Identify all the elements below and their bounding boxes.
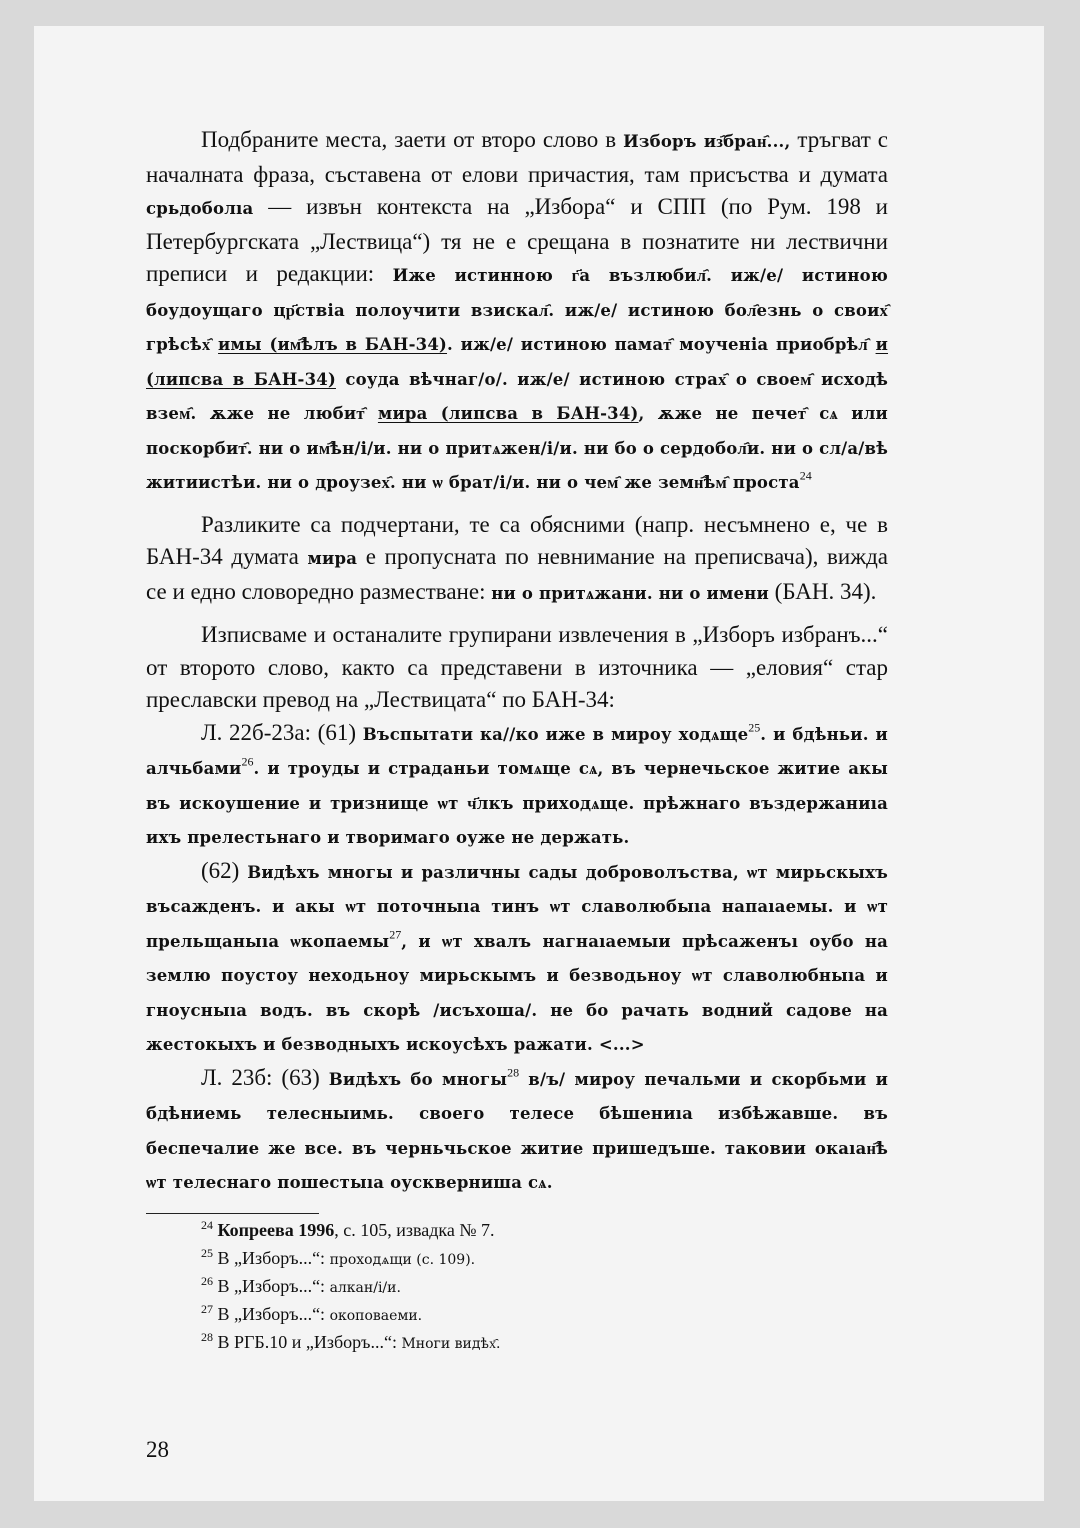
footnote-text: В „Изборъ...“: bbox=[217, 1276, 330, 1296]
footnote-slavonic: Многи видѣх҄. bbox=[401, 1336, 501, 1352]
church-slavonic-text: мира bbox=[307, 549, 358, 568]
text-span: тръгват с началната фраза, съставена от елови причастия, там присъства и думата bbox=[146, 127, 889, 187]
quote-text: . и троуды и страданьи томѧще сѧ, въ чернечьское житие акы въ искоушение и тризнище ѡт ч҃лкъ приходѧще. прѣжнаго въздержаниıа ихъ прелестьнаго и творимаго оуже не держать. bbox=[146, 759, 888, 847]
footnote-slavonic: окоповаеми. bbox=[329, 1308, 423, 1324]
text-span: Л. 22б-23а: (61) bbox=[201, 719, 363, 745]
footnote-number: 28 bbox=[201, 1330, 213, 1344]
footnote-text: В „Изборъ...“: bbox=[217, 1248, 330, 1268]
paragraph-6 bbox=[146, 1062, 888, 1200]
underlined-variant: мира (липсва в БАН-34) bbox=[377, 404, 639, 423]
footnote-reference[interactable]: 24 bbox=[799, 468, 812, 483]
footnote-25 bbox=[201, 1244, 891, 1272]
text-span: Л. 23б: (63) bbox=[201, 1064, 329, 1090]
quote-text: Видѣхъ бо многы bbox=[328, 1069, 508, 1089]
paragraph-2 bbox=[146, 509, 888, 611]
footnote-number: 25 bbox=[201, 1246, 213, 1260]
quote-text: , и ѡт хвалъ нагнаıаемыи прѣсаженъı оубо на землю поустоу неходьноу мирьскымъ и безводьноу ѡт славолюбныıа и гноусныıа водъ. въ скорѣ /исъхоша/. не бо рачать водний садове на жестокыхъ и безводныхъ искоусѣхъ ражати. <...> bbox=[146, 931, 888, 1054]
footnote-26 bbox=[201, 1272, 891, 1300]
church-slavonic-text: Изборъ из҄бран҄..., bbox=[623, 132, 791, 151]
footnote-text: В „Изборъ...“: bbox=[217, 1304, 330, 1324]
body-text bbox=[146, 124, 888, 1200]
quote-text: Видѣхъ многы и различны сады доброволъства, ѡт мирьскыхъ въсажденъ. и акы ѡт поточныıа тинъ ѡт славолюбыıа напаıаемы. и ѡт прельщаныıа ѡкопаемы bbox=[146, 862, 888, 951]
footnote-27 bbox=[201, 1300, 891, 1328]
text-span: Разликите са подчертани, те са обясними (напр. несъмнено е, че в БАН-34 думата bbox=[146, 511, 888, 569]
underlined-variant: и (липсва в БАН-34) bbox=[146, 335, 889, 389]
footnote-number: 26 bbox=[201, 1274, 213, 1288]
footnote-reference[interactable]: 28 bbox=[507, 1064, 520, 1079]
footnotes bbox=[201, 1216, 891, 1356]
quote-text: в/ъ/ мироу печальми и скорбьми и бдѣниемь телесныимь. своего телесе бѣшениıа избѣжавше. въ беспечалие же все. въ черньчьское житие пришедъше. таковии окаıан҄ѣ ѡт телеснаго пошестыıа оускверниша сѧ. bbox=[146, 1069, 889, 1192]
footnote-number: 27 bbox=[201, 1302, 213, 1316]
paragraph-5 bbox=[146, 855, 888, 1062]
footnote-slavonic: проходѧщи (с. 109). bbox=[329, 1252, 476, 1268]
paragraph-3: Изписваме и останалите групирани извлечения в „Изборъ избранъ...“ от второто слово, както са представени в източника — „еловия“ стар преславски превод на „Лествицата“ по БАН-34: bbox=[146, 622, 888, 712]
text-span: Подбраните места, заети от второ слово в bbox=[201, 127, 624, 152]
footnote-24 bbox=[201, 1216, 891, 1244]
church-slavonic-text: срьдоболıа bbox=[146, 199, 254, 218]
quote-text: Иже истинною г҃а възлюбил҄. иж/е/ истиною боудоущаго цр҃ствіа полоучити взискал҄. иж/е/ истиною бол҄езнь о своих҄ грѣсѣх҄ bbox=[146, 266, 888, 354]
text-span: (62) bbox=[201, 857, 248, 883]
church-slavonic-text: ни о притѧжани. ни о имени bbox=[491, 583, 769, 603]
footnote-reference[interactable]: 25 bbox=[748, 719, 761, 734]
footnote-28 bbox=[201, 1328, 891, 1356]
quote-text: , ѫже не печет҄ сѧ или поскорбит҄. ни о им҄ѣн/і/и. ни о притѧжен/і/и. ни бо о сердобол҄и. ни о сл/а/вѣ житиистѣи. ни о дроузех҄. ни ѡ брат/і/и. ни о чем҄ же земн҄ѣм҄ проста bbox=[146, 404, 888, 492]
paragraph-4 bbox=[146, 717, 888, 855]
text-span: — извън контекста на „Избора“ и СПП (по Рум. 198 и Петербургската „Лествица“) тя не е срещана в познатите ни лествични преписи и редакции: bbox=[146, 194, 888, 286]
quote-text: Въспытати ка//ко иже в мироу ходѧще bbox=[362, 724, 749, 744]
quote-text: . иж/е/ истиною памат҄ моученіа приобрѣл҄ bbox=[447, 335, 876, 354]
underlined-variant: имы (им҄ѣлъ в БАН-34) bbox=[218, 335, 448, 354]
footnote-divider bbox=[146, 1213, 319, 1214]
text-span: е пропусната по невнимание на преписвача), вижда се и едно словоредно разместване: bbox=[146, 544, 889, 604]
footnote-text: В РГБ.10 и „Изборъ...“: bbox=[217, 1332, 402, 1352]
footnote-reference[interactable]: 26 bbox=[241, 754, 254, 769]
page-number: 28 bbox=[146, 1437, 169, 1462]
footnote-number: 24 bbox=[201, 1218, 213, 1232]
footnote-author: Копреева 1996 bbox=[217, 1220, 335, 1240]
document-page bbox=[34, 26, 1044, 1501]
paragraph-1 bbox=[146, 124, 888, 500]
quote-text: соуда вѣчнаг/о/. иж/е/ истиною страх҄ о своем҄ исходѣ взем҄. ѫже не любит҄ bbox=[146, 369, 888, 423]
footnote-slavonic: алкан/і/и. bbox=[329, 1280, 401, 1296]
footnote-text: , с. 105, извадка № 7. bbox=[334, 1220, 495, 1240]
text-span: (БАН. 34). bbox=[768, 578, 877, 604]
quote-text: . и бдѣньи. и алчьбами bbox=[146, 724, 888, 778]
footnote-reference[interactable]: 27 bbox=[389, 926, 402, 941]
